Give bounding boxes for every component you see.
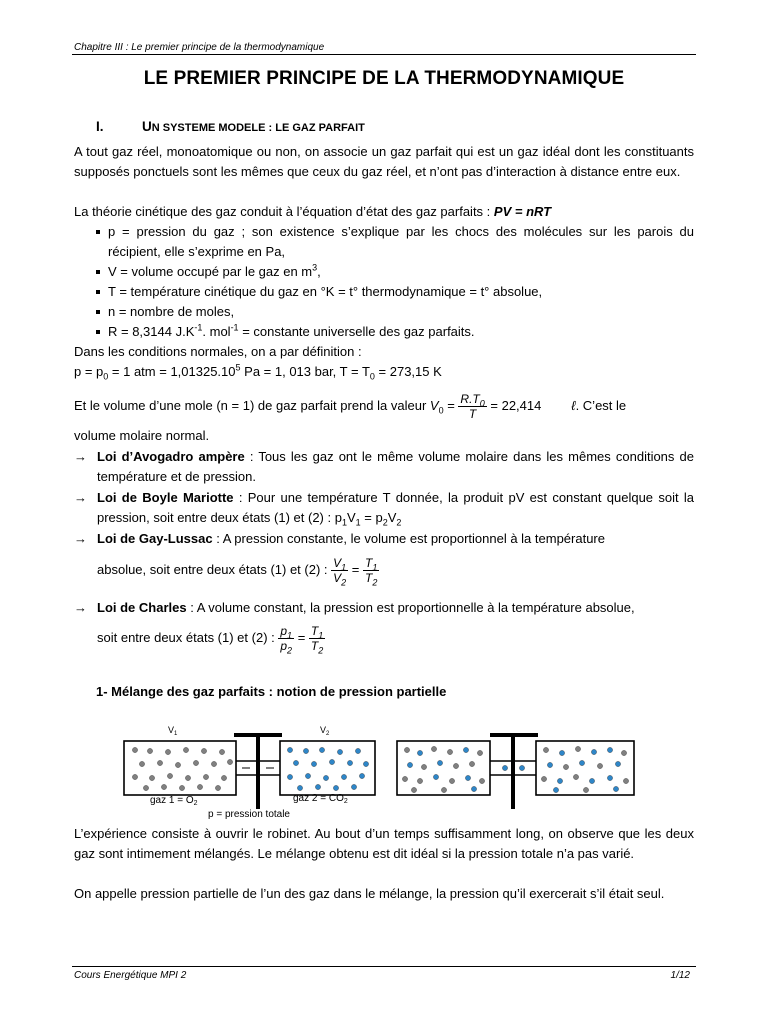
frac-num: T xyxy=(310,624,319,638)
molar-num-sub: 0 xyxy=(479,398,485,409)
molecule-dot xyxy=(449,778,454,783)
law-name: Loi de Gay-Lussac xyxy=(97,531,213,546)
molecule-dot xyxy=(563,764,568,769)
molar-volume-line2: volume molaire normal. xyxy=(74,428,210,443)
molecule-dot xyxy=(351,784,356,789)
r-exp2: -1 xyxy=(230,322,239,333)
law-text: = p xyxy=(360,510,383,525)
molar-after: . C’est le xyxy=(575,398,627,413)
page-title: LE PREMIER PRINCIPE DE LA THERMODYNAMIQUE xyxy=(143,68,625,89)
arrow-icon: → xyxy=(74,449,87,464)
litre-symbol: ℓ xyxy=(571,398,576,413)
nc-exp5: 5 xyxy=(235,362,241,373)
sub: 1 xyxy=(318,630,324,641)
molecule-dot xyxy=(469,761,474,766)
sub: 2 xyxy=(382,517,388,528)
theory-text: La théorie cinétique des gaz conduit à l’équation d’état des gaz parfaits : xyxy=(74,204,494,219)
molecule-dot xyxy=(583,787,588,792)
frac-den: p xyxy=(280,639,288,653)
apparatus-before xyxy=(124,725,375,820)
molar-v0-sub: 0 xyxy=(438,405,444,416)
molar-denominator: T xyxy=(468,407,477,422)
molar-before: Et le volume d’une mole (n = 1) de gaz parfait prend la valeur xyxy=(74,398,430,413)
molecule-dot xyxy=(541,776,546,781)
label-v1: $V_1$ xyxy=(168,725,178,737)
molecule-dot xyxy=(323,775,328,780)
law-gay-lussac-formula xyxy=(74,556,694,588)
equals: = xyxy=(351,561,360,577)
bullet-icon xyxy=(96,270,100,274)
arrow-icon: → xyxy=(74,490,87,505)
container-v2 xyxy=(280,741,375,795)
molecule-dot xyxy=(221,775,226,780)
bullet-volume: V = volume occupé par le gaz en m xyxy=(108,264,313,279)
molecule-dot xyxy=(621,750,626,755)
label-gaz2: gaz $2 = CO_2$ xyxy=(293,793,348,805)
molecule-dot xyxy=(132,747,137,752)
molecule-dot xyxy=(407,762,412,767)
sub: 2 xyxy=(341,577,347,588)
law-text: : A pression constante, le volume est proportionnel à la température xyxy=(212,531,605,546)
molecule-dot xyxy=(363,761,368,766)
section-heading xyxy=(96,119,365,134)
footer-rule xyxy=(72,966,696,967)
law-text: absolue, soit entre deux états (1) et (2) : xyxy=(97,561,332,577)
state-equation: PV = nRT xyxy=(493,204,552,219)
molecule-dot xyxy=(161,784,166,789)
list-item xyxy=(96,322,694,342)
intro-paragraph: A tout gaz réel, monoatomique ou non, on associe un gaz parfait qui est un gaz idéal dont les constituants supposés ponctuels sont les mêmes que ceux du gaz réel, et n’ont pas d’interaction à distance entre eux. xyxy=(74,144,694,179)
molecule-dot xyxy=(165,749,170,754)
molecule-dot xyxy=(553,787,558,792)
law-avogadro xyxy=(74,447,694,487)
molecule-dot xyxy=(219,749,224,754)
molecule-dot xyxy=(193,760,198,765)
bullet-icon xyxy=(96,310,100,314)
molecule-dot xyxy=(479,778,484,783)
molar-value: = 22,414 xyxy=(486,398,542,413)
sub: 1 xyxy=(355,517,361,528)
bullet-temperature: T = température cinétique du gaz en °K = t° thermodynamique = t° absolue, xyxy=(108,284,543,299)
molar-num: R.T xyxy=(460,392,480,407)
normal-conditions-intro: Dans les conditions normales, on a par définition : xyxy=(74,344,362,359)
section-title-cap1: U xyxy=(142,119,152,134)
molecule-dot xyxy=(215,785,220,790)
molecule-dot xyxy=(447,749,452,754)
sub: 2 xyxy=(396,517,402,528)
molecule-dot xyxy=(613,786,618,791)
frac-num: V xyxy=(333,556,342,570)
law-charles-formula xyxy=(74,624,694,656)
law-boyle xyxy=(74,488,694,528)
law-text: : A volume constant, la pression est proportionnelle à la température absolue, xyxy=(186,600,635,615)
molecule-dot xyxy=(502,765,507,770)
law-text: V xyxy=(387,510,397,525)
frac-num: T xyxy=(365,556,373,570)
molecule-dot xyxy=(589,778,594,783)
molecule-dot xyxy=(303,748,308,753)
molecule-dot xyxy=(575,746,580,751)
theory-paragraph xyxy=(74,202,694,222)
molecule-dot xyxy=(211,761,216,766)
molecule-dot xyxy=(463,747,468,752)
molecule-dot xyxy=(329,759,334,764)
molecule-dot xyxy=(297,785,302,790)
apparatus-after xyxy=(397,735,634,809)
molecule-dot xyxy=(465,775,470,780)
molecule-dot xyxy=(201,748,206,753)
list-item xyxy=(96,282,694,302)
bullet-r-c: = constante universelle des gaz parfaits. xyxy=(238,324,475,339)
footer-course: Cours Energétique MPI 2 xyxy=(74,970,187,981)
molecule-dot xyxy=(433,774,438,779)
molecule-dot xyxy=(547,762,552,767)
molecule-dot xyxy=(359,773,364,778)
container-left-mixed xyxy=(397,741,490,795)
molecule-dot xyxy=(227,759,232,764)
molecule-dot xyxy=(437,760,442,765)
label-v2: $V_2$ xyxy=(320,725,330,737)
molecule-dot xyxy=(167,773,172,778)
frac-num: p xyxy=(280,624,288,638)
molecule-dot xyxy=(615,761,620,766)
sub: 2 xyxy=(318,645,324,656)
molecule-dot xyxy=(573,774,578,779)
bullet-r-a: R = 8,3144 J.K xyxy=(108,324,195,339)
molecule-dot xyxy=(402,776,407,781)
molar-eq: = xyxy=(443,398,459,413)
frac-den: V xyxy=(333,571,342,585)
molecule-dot xyxy=(179,785,184,790)
law-text: soit entre deux états (1) et (2) : xyxy=(97,629,279,645)
section-number: I. xyxy=(96,119,104,134)
molecule-dot xyxy=(519,765,524,770)
molecule-dot xyxy=(559,750,564,755)
molecule-dot xyxy=(157,760,162,765)
molecule-dot xyxy=(287,747,292,752)
gas-mixing-diagram xyxy=(0,715,768,825)
molecule-dot xyxy=(293,760,298,765)
label-pressure: p = pression totale xyxy=(208,809,290,820)
equals: = xyxy=(297,629,306,645)
molecule-dot xyxy=(287,774,292,779)
law-text: : Pour une température T donnée, la produit pV est constant quelque soit la pression, soit entre deux états (1) et (2) : p xyxy=(97,490,694,525)
molecule-dot xyxy=(471,786,476,791)
molecule-dot xyxy=(417,750,422,755)
bullet-icon xyxy=(96,290,100,294)
molecule-dot xyxy=(175,762,180,767)
molecule-dot xyxy=(183,747,188,752)
molecule-dot xyxy=(149,775,154,780)
label-gaz1: gaz $1 = O_2$ xyxy=(150,795,198,807)
partial-pressure-paragraph: On appelle pression partielle de l’un des gaz dans le mélange, la pression qu’il exercerait s’il était seul. xyxy=(74,886,665,901)
molecule-dot xyxy=(453,763,458,768)
molecule-dot xyxy=(185,775,190,780)
volume-exponent: 3 xyxy=(312,262,318,273)
nc-b: = 1 atm = 1,01325.10 xyxy=(108,364,236,379)
bullet-r-b: . mol xyxy=(202,324,231,339)
molecule-dot xyxy=(579,760,584,765)
molecule-dot xyxy=(591,749,596,754)
law-gay-lussac xyxy=(74,529,694,549)
law-text: V xyxy=(346,510,356,525)
law-name: Loi d’Avogadro ampère xyxy=(97,449,245,464)
molecule-dot xyxy=(623,778,628,783)
molecule-dot xyxy=(315,784,320,789)
fraction-v xyxy=(331,556,348,588)
fraction-t xyxy=(363,556,379,588)
fraction-t xyxy=(309,624,325,656)
molecule-dot xyxy=(311,761,316,766)
molecule-dot xyxy=(543,747,548,752)
bullet-moles: n = nombre de moles, xyxy=(108,304,235,319)
molecule-dot xyxy=(341,774,346,779)
molecule-dot xyxy=(557,778,562,783)
molecule-dot xyxy=(203,774,208,779)
molecule-dot xyxy=(431,746,436,751)
list-item xyxy=(96,222,694,262)
molecule-dot xyxy=(355,748,360,753)
molecule-dot xyxy=(333,785,338,790)
nc-c: Pa = 1, 013 bar, T = T xyxy=(240,364,370,379)
molecule-dot xyxy=(305,773,310,778)
sub: 1 xyxy=(341,562,347,573)
nc-d: = 273,15 K xyxy=(374,364,442,379)
nc-sub0: 0 xyxy=(103,371,109,382)
molecule-dot xyxy=(441,787,446,792)
r-exp1: -1 xyxy=(194,322,203,333)
nc-a: p = p xyxy=(74,364,104,379)
molecule-dot xyxy=(607,775,612,780)
molecule-dot xyxy=(143,785,148,790)
molecule-dot xyxy=(421,764,426,769)
molecule-dot xyxy=(477,750,482,755)
nc-sub1: 0 xyxy=(369,371,375,382)
list-item xyxy=(96,302,694,322)
law-text: : Tous les gaz ont le même volume molaire dans les mêmes conditions de température et de pression. xyxy=(97,449,694,484)
molecule-dot xyxy=(139,761,144,766)
molecule-dot xyxy=(132,774,137,779)
frac-den: T xyxy=(310,639,319,653)
molecule-dot xyxy=(607,747,612,752)
molecule-dot xyxy=(404,747,409,752)
molar-v0: V xyxy=(429,398,439,413)
law-name: Loi de Boyle Mariotte xyxy=(97,490,234,505)
molecule-dot xyxy=(417,778,422,783)
law-charles xyxy=(74,598,694,618)
header-rule xyxy=(72,54,696,55)
arrow-icon: → xyxy=(74,531,87,546)
molecule-dot xyxy=(597,763,602,768)
molecule-dot xyxy=(319,747,324,752)
molecule-dot xyxy=(337,749,342,754)
bullet-icon xyxy=(96,330,100,334)
experiment-paragraph: L’expérience consiste à ouvrir le robinet. Au bout d’un temps suffisamment long, on observe que les deux gaz sont intimement mélangés. Le mélange obtenu est dit idéal si la pression totale n’a pas varié. xyxy=(74,826,694,861)
normal-conditions-values xyxy=(74,362,694,382)
running-header: Chapitre III : Le premier principe de la thermodynamique xyxy=(74,42,325,53)
section-title-part2: LE GAZ PARFAIT xyxy=(275,122,365,134)
molecule-dot xyxy=(347,760,352,765)
volume-end: , xyxy=(317,264,321,279)
sub: 1 xyxy=(287,630,293,641)
arrow-icon: → xyxy=(74,600,87,615)
container-right-mixed xyxy=(536,741,634,795)
bullet-pressure: p = pression du gaz ; son existence s’explique par les chocs des molécules sur les parois du récipient, elle s’exprime en Pa, xyxy=(108,224,694,259)
molecule-dot xyxy=(411,787,416,792)
fraction-p xyxy=(278,624,294,656)
sub: 2 xyxy=(287,645,293,656)
molecule-dot xyxy=(147,748,152,753)
sub: 1 xyxy=(372,562,378,573)
law-name: Loi de Charles xyxy=(97,600,187,615)
molar-numerator xyxy=(458,392,486,407)
sub: 1 xyxy=(341,517,347,528)
sub: 2 xyxy=(372,577,378,588)
molar-fraction xyxy=(458,392,486,421)
molecule-dot xyxy=(197,784,202,789)
footer-page-number: 1/12 xyxy=(670,970,690,981)
variable-list xyxy=(96,222,694,342)
bullet-icon xyxy=(96,230,100,234)
section-title-part1: N SYSTEME MODELE : xyxy=(151,122,276,134)
molar-volume-line xyxy=(74,388,694,424)
subsection-heading: 1- Mélange des gaz parfaits : notion de pression partielle xyxy=(96,684,447,699)
list-item xyxy=(96,262,694,282)
frac-den: T xyxy=(365,571,373,585)
